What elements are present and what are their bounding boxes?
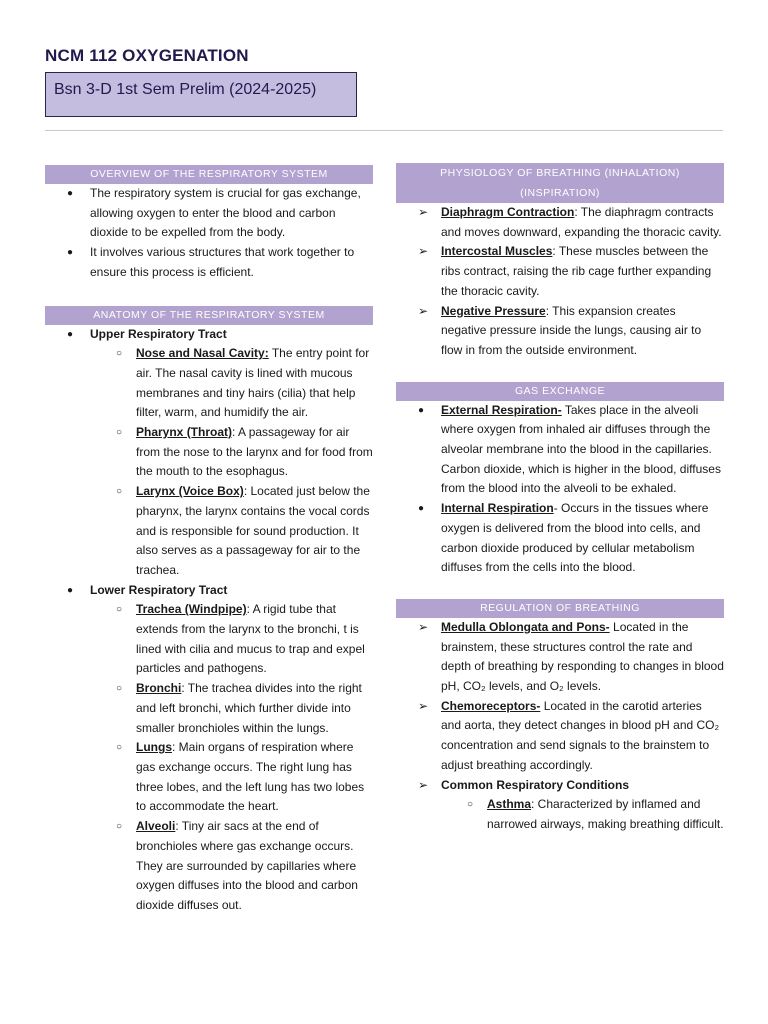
item-text: : Main organs of respiration where gas exchange occurs. The right lung has three lobes, and the left lung has two lobes to accommodate the heart. [136,740,365,814]
item-text: - Occurs in the tissues where oxygen is delivered from the blood into cells, and carbon dioxide produced by cellular metabolism diffuses from the cells into the blood. [441,501,709,575]
item-text: : These muscles between the ribs contract, raising the rib cage further expanding the thoracic cavity. [441,244,712,298]
bullet-circle-icon: ○ [116,348,123,360]
arrow-bullet-icon: ➢ [418,303,429,318]
list-item [396,795,724,834]
term: Lungs [136,740,172,755]
item-text: : This expansion creates negative pressure inside the lungs, causing air to flow in from the outside environment. [441,303,702,357]
list-item [396,618,724,697]
section-heading-overview: OVERVIEW OF THE RESPIRATORY SYSTEM [45,165,373,184]
bullet-disc-icon: ● [67,584,74,596]
list-item [45,184,373,243]
list-item [396,499,724,578]
term: Bronchi [136,681,182,696]
heading-line: PHYSIOLOGY OF BREATHING (INHALATION) [440,167,680,179]
list-item [45,243,373,282]
bullet-circle-icon: ○ [116,683,123,695]
item-text: : Tiny air sacs at the end of bronchioles where gas exchange occurs. They are surrounded by capillaries where oxygen diffuses into the blood and carbon dioxide diffuses out. [136,819,358,912]
bullet-circle-icon: ○ [116,821,123,833]
list-item [45,482,373,581]
bullet-circle-icon: ○ [116,742,123,754]
overview-list [45,184,373,283]
item-text: The entry point for air. The nasal cavity is lined with mucous membranes and tiny hairs (cilia) that help filter, warm, and humidify the air. [136,346,370,420]
term: Internal Respiration [441,501,554,516]
arrow-bullet-icon: ➢ [418,777,429,792]
bullet-disc-icon: ● [67,247,74,259]
list-item [396,302,724,361]
physiology-list [396,203,724,361]
list-item [45,738,373,817]
divider [45,130,723,131]
item-text: Located in the carotid arteries and aorta, they detect changes in blood pH and CO₂ concentration and send signals to the brainstem to adjust breathing accordingly. [441,698,720,772]
item-text: : Located just below the pharynx, the larynx contains the vocal cords and is responsible for sound production. It also serves as a passageway for air to the trachea. [136,484,370,577]
anatomy-list [45,325,373,916]
list-item [45,344,373,423]
item-text: Takes place in the alveoli where oxygen from inhaled air diffuses through the alveolar membrane into the blood in the capillaries. Carbon dioxide, which is higher in the blood, diffuses from the blood into the alveoli to be exhaled. [441,402,721,496]
arrow-bullet-icon: ➢ [418,619,429,634]
subtitle-text: Bsn 3-D 1st Sem Prelim (2024-2025) [54,81,317,98]
list-item [45,817,373,916]
arrow-bullet-icon: ➢ [418,205,429,219]
left-column [45,165,373,916]
list-item [396,401,724,500]
list-item-lower-tract [45,581,373,601]
item-text: : The diaphragm contracts and moves downward, expanding the thoracic cavity. [441,205,722,239]
regulation-list [396,618,724,835]
arrow-bullet-icon: ➢ [418,244,429,259]
list-item [396,697,724,776]
list-item [45,423,373,482]
item-text: : Characterized by inflamed and narrowed airways, making breathing difficult. [487,797,724,831]
term: Pharynx (Throat) [136,425,233,440]
bullet-disc-icon: ● [67,188,74,199]
term: Trachea (Windpipe) [136,602,247,617]
item-text: : A passageway for air from the nose to the larynx and for food from the mouth to the esophagus. [136,425,373,479]
section-heading-regulation: REGULATION OF BREATHING [396,599,724,618]
section-heading-anatomy: ANATOMY OF THE RESPIRATORY SYSTEM [45,306,373,325]
term: Negative Pressure [441,303,546,318]
list-item-upper-tract [45,325,373,345]
item-text: The respiratory system is crucial for gas exchange, allowing oxygen to enter the blood and carbon dioxide to be expelled from the body. [90,186,361,240]
right-column [396,163,724,835]
bullet-circle-icon: ○ [116,486,123,498]
bullet-circle-icon: ○ [116,604,123,616]
list-item-conditions [396,776,724,796]
item-text: Located in the brainstem, these structures control the rate and depth of breathing by responding to changes in blood pH, CO₂ levels, and O₂ levels. [441,619,724,694]
document-title: NCM 112 OXYGENATION [45,46,249,65]
item-text: : A rigid tube that extends from the larynx to the bronchi, t is lined with cilia and mucus to trap and expel particles and pathogens. [136,602,365,676]
subtitle-box [45,72,357,117]
term: Larynx (Voice Box) [136,484,244,499]
item-text: : The trachea divides into the right and left bronchi, which further divide into smaller bronchioles within the lungs. [136,681,362,735]
term: Medulla Oblongata and Pons- [441,619,610,634]
heading-line: (INSPIRATION) [520,187,600,199]
term: Diaphragm Contraction [441,205,575,219]
bullet-disc-icon: ● [418,404,425,416]
section-heading-physiology [396,163,724,203]
section-heading-gas-exchange: GAS EXCHANGE [396,382,724,401]
upper-tract-label: Upper Respiratory Tract [90,326,227,341]
term: Asthma [487,797,532,812]
gas-exchange-list [396,401,724,578]
bullet-circle-icon: ○ [116,427,123,439]
list-item [45,679,373,738]
lower-tract-label: Lower Respiratory Tract [90,582,228,597]
bullet-disc-icon: ● [67,328,74,340]
list-item [45,600,373,679]
bullet-circle-icon: ○ [467,799,474,811]
term: Intercostal Muscles [441,244,553,259]
arrow-bullet-icon: ➢ [418,698,429,713]
list-item [396,242,724,301]
term: Chemoreceptors- [441,698,541,713]
item-text: It involves various structures that work together to ensure this process is efficient. [90,245,355,279]
term: Alveoli [136,819,176,834]
list-item [396,203,724,242]
conditions-label: Common Respiratory Conditions [441,777,630,792]
term: External Respiration- [441,402,562,417]
bullet-disc-icon: ● [418,503,425,515]
term: Nose and Nasal Cavity: [136,346,269,361]
